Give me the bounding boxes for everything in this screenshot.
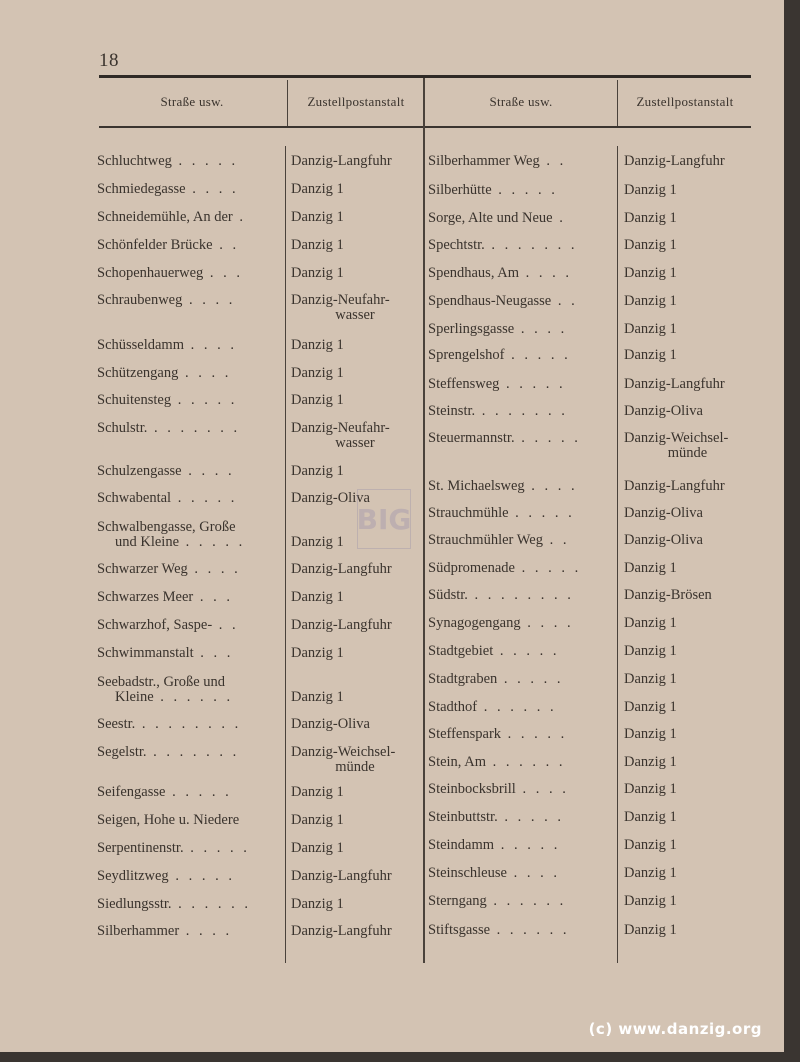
leader-dots: . . . . . bbox=[171, 491, 238, 506]
street-text: Schwabental bbox=[97, 491, 172, 506]
right-street-name bbox=[428, 838, 614, 853]
street-text: Schluchtweg bbox=[97, 154, 172, 169]
left-street-name bbox=[97, 266, 281, 281]
post-office-line: Danzig 1 bbox=[291, 812, 344, 828]
left-post-office bbox=[291, 464, 419, 479]
left-street-name bbox=[97, 745, 281, 760]
post-office-line: Danzig 1 bbox=[291, 365, 344, 381]
post-office-line: Danzig 1 bbox=[291, 237, 344, 253]
leader-dots: . . . . . bbox=[494, 838, 561, 853]
street-text: Schulstr. bbox=[97, 421, 148, 436]
post-office-line: Danzig-Oliva bbox=[291, 716, 370, 732]
left-post-office bbox=[291, 897, 419, 912]
street-text: Sperlingsgasse bbox=[428, 322, 515, 337]
post-office-line: Danzig 1 bbox=[624, 809, 677, 825]
leader-dots: . . . . . bbox=[499, 377, 566, 392]
leader-dots: . . . . bbox=[506, 866, 560, 881]
street-text: Seydlitzweg bbox=[97, 869, 169, 884]
right-post-office bbox=[624, 533, 751, 548]
right-post-office bbox=[624, 923, 751, 938]
right-post-office bbox=[624, 322, 751, 337]
library-stamp: BIG bbox=[357, 489, 411, 549]
right-post-office bbox=[624, 838, 751, 853]
post-office-line: Danzig-Oliva bbox=[624, 505, 703, 521]
street-text: Stadthof bbox=[428, 700, 478, 715]
left-post-office bbox=[291, 646, 419, 661]
leader-dots: . . bbox=[542, 533, 570, 548]
leader-dots: . . bbox=[212, 618, 239, 633]
watermark: (c) www.danzig.org bbox=[588, 1020, 762, 1038]
street-line: Seebadstr., Große und bbox=[97, 675, 226, 690]
street-text: Spendhaus-Neugasse bbox=[428, 294, 552, 309]
post-office-line: Danzig-Langfuhr bbox=[624, 478, 725, 494]
right-street-name bbox=[428, 810, 614, 825]
leader-dots: . . . . . bbox=[168, 869, 235, 884]
leader-dots: . . . . . . bbox=[490, 923, 570, 938]
leader-dots: . . . . . bbox=[491, 183, 558, 198]
left-post-office bbox=[291, 210, 419, 225]
leader-dots: . . . . . bbox=[497, 810, 564, 825]
post-office-line: Danzig-Oliva bbox=[624, 532, 703, 548]
leader-dots: . . . . . . bbox=[171, 897, 252, 912]
right-post-office bbox=[624, 866, 751, 881]
left-street-name bbox=[97, 897, 281, 912]
left-street-name bbox=[97, 464, 281, 479]
right-post-office bbox=[624, 266, 751, 281]
column-divider bbox=[285, 146, 286, 963]
street-text: Steindamm bbox=[428, 838, 495, 853]
left-post-office bbox=[291, 590, 419, 605]
right-street-name bbox=[428, 431, 614, 446]
leader-dots: . . . . . . . bbox=[147, 421, 241, 436]
post-office-line: Danzig 1 bbox=[624, 726, 677, 742]
left-street-name bbox=[97, 238, 281, 253]
street-text: Seifengasse bbox=[97, 785, 166, 800]
post-office-line: Danzig 1 bbox=[624, 865, 677, 881]
left-post-office bbox=[291, 813, 419, 828]
post-office-line: münde bbox=[335, 759, 375, 775]
leader-dots: . . . . . bbox=[171, 154, 239, 169]
street-text: Schneidemühle, An der bbox=[97, 210, 233, 225]
post-office-line: Danzig 1 bbox=[624, 265, 677, 281]
post-office-line: Danzig 1 bbox=[291, 645, 344, 661]
leader-dots: . . . . bbox=[184, 338, 237, 353]
street-text: Südstr. bbox=[428, 588, 468, 603]
post-office-line: Danzig 1 bbox=[624, 293, 677, 309]
left-post-office bbox=[291, 338, 419, 353]
right-post-office bbox=[624, 404, 751, 419]
street-text: Sterngang bbox=[428, 894, 487, 909]
post-office-line: Danzig 1 bbox=[291, 181, 344, 197]
street-text: Strauchmühler Weg bbox=[428, 533, 543, 548]
post-office-line: Danzig 1 bbox=[291, 840, 344, 856]
right-street-name bbox=[428, 404, 614, 419]
right-street-name bbox=[428, 894, 614, 909]
leader-dots: . . . . . . bbox=[486, 894, 567, 909]
post-office-line: Danzig 1 bbox=[624, 321, 677, 337]
leader-dots: . . . . bbox=[514, 322, 568, 337]
right-post-office bbox=[624, 377, 751, 392]
right-post-office bbox=[624, 348, 751, 363]
right-street-name bbox=[428, 727, 614, 742]
right-street-name bbox=[428, 211, 614, 226]
street-text: Schüsseldamm bbox=[97, 338, 184, 353]
street-text: Steinschleuse bbox=[428, 866, 507, 881]
right-post-office bbox=[624, 183, 751, 198]
right-street-name bbox=[428, 866, 614, 881]
right-post-office bbox=[624, 644, 751, 659]
left-street-name bbox=[97, 869, 281, 884]
right-post-office bbox=[624, 238, 751, 253]
right-street-name bbox=[428, 322, 614, 337]
right-post-office bbox=[624, 431, 751, 461]
right-street-name bbox=[428, 154, 614, 169]
leader-dots: . . . . . bbox=[514, 431, 581, 446]
leader-dots: . . . . . . . . bbox=[135, 717, 242, 732]
left-post-office bbox=[291, 154, 419, 169]
street-text: Schönfelder Brücke bbox=[97, 238, 213, 253]
leader-dots: . . . . . bbox=[501, 727, 568, 742]
right-post-office bbox=[624, 506, 751, 521]
left-street-name bbox=[97, 393, 281, 408]
column-divider-center bbox=[423, 78, 425, 963]
leader-dots: . . . . bbox=[187, 562, 241, 577]
leader-dots: . . . bbox=[203, 266, 244, 281]
left-street-name bbox=[97, 491, 281, 506]
street-text: Synagogengang bbox=[428, 616, 521, 631]
post-office-line: Danzig 1 bbox=[624, 210, 677, 226]
left-post-office bbox=[291, 293, 419, 323]
street-text: Südpromenade bbox=[428, 561, 515, 576]
left-street-name bbox=[97, 562, 281, 577]
post-office-line: Danzig-Langfuhr bbox=[291, 561, 392, 577]
right-street-name bbox=[428, 672, 614, 687]
right-street-name bbox=[428, 479, 614, 494]
leader-dots: . . . . . bbox=[504, 348, 571, 363]
leader-dots: . bbox=[552, 211, 566, 226]
header-office-left: Zustellpostanstalt bbox=[307, 94, 405, 109]
street-text: Schopenhauerweg bbox=[97, 266, 204, 281]
post-office-line: Danzig 1 bbox=[624, 615, 677, 631]
column-divider bbox=[617, 146, 618, 963]
street-text: Seestr. bbox=[97, 717, 136, 732]
street-text: Serpentinenstr. bbox=[97, 841, 184, 856]
post-office-line: Danzig 1 bbox=[291, 265, 344, 281]
right-street-name bbox=[428, 377, 614, 392]
leader-dots: . . bbox=[551, 294, 578, 309]
right-post-office bbox=[624, 672, 751, 687]
street-text: Sprengelshof bbox=[428, 348, 505, 363]
leader-dots: . . . . . . . bbox=[475, 404, 568, 419]
top-rule bbox=[99, 75, 751, 78]
post-office-line: Danzig 1 bbox=[624, 699, 677, 715]
right-street-name bbox=[428, 238, 614, 253]
left-street-name bbox=[97, 154, 281, 169]
street-line bbox=[97, 690, 281, 705]
leader-dots: . . . . . . bbox=[153, 689, 234, 705]
right-street-name bbox=[428, 348, 614, 363]
street-text: Steffensweg bbox=[428, 377, 500, 392]
leader-dots: . . . bbox=[193, 646, 234, 661]
street-text: Schmiedegasse bbox=[97, 182, 186, 197]
post-office-line: Danzig 1 bbox=[624, 754, 677, 770]
right-street-name bbox=[428, 561, 614, 576]
leader-dots: . . . . bbox=[178, 366, 232, 381]
left-street-name bbox=[97, 618, 281, 633]
post-office-line: Danzig 1 bbox=[291, 689, 344, 705]
leader-dots: . . . . bbox=[185, 182, 239, 197]
post-office-line: Danzig 1 bbox=[624, 237, 677, 253]
post-office-line: Danzig-Langfuhr bbox=[291, 617, 392, 633]
post-office-line: Danzig-Oliva bbox=[291, 490, 370, 506]
left-post-office bbox=[291, 366, 419, 381]
left-street-name bbox=[97, 421, 281, 436]
post-office-line: Danzig 1 bbox=[624, 922, 677, 938]
street-text: Segelstr. bbox=[97, 745, 147, 760]
leader-dots: . . . . bbox=[519, 266, 573, 281]
post-office-line: Danzig-Weichsel- bbox=[291, 744, 396, 760]
post-office-line: Danzig 1 bbox=[291, 589, 344, 605]
left-post-office bbox=[291, 393, 419, 408]
post-office-line: Danzig-Langfuhr bbox=[291, 923, 392, 939]
left-post-office bbox=[291, 238, 419, 253]
right-post-office bbox=[624, 154, 751, 169]
street-line: Schwalbengasse, Große bbox=[97, 520, 236, 535]
street-text: Schuitensteg bbox=[97, 393, 172, 408]
street-text: Stadtgebiet bbox=[428, 644, 494, 659]
street-text: St. Michaelsweg bbox=[428, 479, 525, 494]
header-office-right: Zustellpostanstalt bbox=[636, 94, 734, 109]
leader-dots: . . . . . . . bbox=[146, 745, 240, 760]
street-text: Spendhaus, Am bbox=[428, 266, 520, 281]
street-line bbox=[97, 535, 281, 550]
post-office-line: münde bbox=[667, 445, 708, 461]
street-text: Stein, Am bbox=[428, 755, 487, 770]
post-office-line: wasser bbox=[335, 435, 375, 451]
header-rule bbox=[99, 126, 751, 128]
left-street-name bbox=[97, 813, 281, 828]
post-office-line: Danzig 1 bbox=[291, 392, 344, 408]
leader-dots: . . . . bbox=[515, 782, 569, 797]
post-office-line: Danzig 1 bbox=[291, 896, 344, 912]
left-street-name bbox=[97, 841, 281, 856]
right-post-office bbox=[624, 810, 751, 825]
leader-dots: . . . . . bbox=[171, 393, 238, 408]
post-office-line: Danzig-Weichsel- bbox=[624, 430, 729, 446]
street-text: Steinstr. bbox=[428, 404, 476, 419]
right-street-name bbox=[428, 533, 614, 548]
street-text: Spechtstr. bbox=[428, 238, 485, 253]
street-continuation: und Kleine bbox=[115, 534, 180, 550]
header-street-left: Straße usw. bbox=[160, 94, 224, 109]
left-street-name bbox=[97, 293, 281, 308]
street-continuation: Kleine bbox=[115, 689, 154, 705]
post-office-line: Danzig-Neufahr- bbox=[291, 292, 390, 308]
right-street-name bbox=[428, 755, 614, 770]
left-street-name bbox=[97, 366, 281, 381]
left-street-name bbox=[97, 675, 281, 705]
right-street-name bbox=[428, 183, 614, 198]
street-text: Steuermannstr. bbox=[428, 431, 515, 446]
street-text: Schwarzes Meer bbox=[97, 590, 194, 605]
post-office-line: Danzig 1 bbox=[624, 347, 677, 363]
left-street-name bbox=[97, 717, 281, 732]
right-street-name bbox=[428, 294, 614, 309]
post-office-line: Danzig 1 bbox=[624, 560, 677, 576]
post-office-line: Danzig-Langfuhr bbox=[291, 868, 392, 884]
header-street-right: Straße usw. bbox=[489, 94, 553, 109]
left-street-name bbox=[97, 182, 281, 197]
street-text: Schwarzhof, Saspe- bbox=[97, 618, 213, 633]
right-post-office bbox=[624, 588, 751, 603]
left-post-office bbox=[291, 785, 419, 800]
street-text: Siedlungsstr. bbox=[97, 897, 172, 912]
leader-dots: . . . . . . . . bbox=[467, 588, 574, 603]
post-office-line: Danzig 1 bbox=[624, 182, 677, 198]
page-number: 18 bbox=[99, 50, 119, 71]
street-text: Steffenspark bbox=[428, 727, 502, 742]
right-street-name bbox=[428, 644, 614, 659]
right-street-name bbox=[428, 923, 614, 938]
right-street-name bbox=[428, 700, 614, 715]
street-text: Schulzengasse bbox=[97, 464, 182, 479]
left-post-office bbox=[291, 841, 419, 856]
left-street-name bbox=[97, 785, 281, 800]
right-post-office bbox=[624, 616, 751, 631]
post-office-line: Danzig-Oliva bbox=[624, 403, 703, 419]
street-text: Silberhammer bbox=[97, 924, 180, 939]
leader-dots: . . . . . bbox=[183, 841, 250, 856]
street-text: Stadtgraben bbox=[428, 672, 498, 687]
leader-dots: . . . . . bbox=[493, 644, 560, 659]
left-street-name bbox=[97, 646, 281, 661]
right-street-name bbox=[428, 616, 614, 631]
street-text: Schützengang bbox=[97, 366, 179, 381]
street-text: Schwarzer Weg bbox=[97, 562, 188, 577]
leader-dots: . . . . . bbox=[179, 534, 246, 550]
left-post-office bbox=[291, 618, 419, 633]
post-office-line: Danzig-Brösen bbox=[624, 587, 712, 603]
leader-dots: . . bbox=[212, 238, 240, 253]
leader-dots: . . . . . bbox=[514, 561, 582, 576]
right-post-office bbox=[624, 700, 751, 715]
post-office-line: Danzig-Langfuhr bbox=[624, 153, 725, 169]
post-office-line: Danzig 1 bbox=[291, 463, 344, 479]
right-post-office bbox=[624, 894, 751, 909]
post-office-line: Danzig 1 bbox=[291, 784, 344, 800]
column-divider bbox=[287, 80, 288, 126]
left-street-name bbox=[97, 338, 281, 353]
post-office-line: Danzig 1 bbox=[291, 337, 344, 353]
leader-dots: . . . bbox=[193, 590, 233, 605]
leader-dots: . . . . bbox=[181, 464, 235, 479]
street-text: Silberhammer Weg bbox=[428, 154, 540, 169]
leader-dots: . . . . . bbox=[497, 672, 564, 687]
leader-dots: . bbox=[232, 210, 246, 225]
post-office-line: Danzig 1 bbox=[624, 837, 677, 853]
left-post-office bbox=[291, 182, 419, 197]
right-post-office bbox=[624, 782, 751, 797]
column-divider bbox=[617, 80, 618, 126]
post-office-line: Danzig-Langfuhr bbox=[624, 376, 725, 392]
right-post-office bbox=[624, 479, 751, 494]
left-street-name bbox=[97, 210, 281, 225]
leader-dots: . . bbox=[539, 154, 567, 169]
street-text: Schraubenweg bbox=[97, 293, 183, 308]
street-text: Steinbuttstr. bbox=[428, 810, 498, 825]
leader-dots: . . . . bbox=[179, 924, 233, 939]
left-street-name bbox=[97, 924, 281, 939]
post-office-line: Danzig-Langfuhr bbox=[291, 153, 392, 169]
left-post-office bbox=[291, 690, 419, 705]
leader-dots: . . . . . . . bbox=[484, 238, 578, 253]
leader-dots: . . . . . bbox=[165, 785, 232, 800]
post-office-line: Danzig 1 bbox=[624, 671, 677, 687]
left-post-office bbox=[291, 562, 419, 577]
post-office-line: wasser bbox=[335, 307, 375, 323]
street-text: Seigen, Hohe u. Niedere bbox=[97, 813, 240, 828]
street-text: Stiftsgasse bbox=[428, 923, 491, 938]
right-post-office bbox=[624, 755, 751, 770]
left-post-office bbox=[291, 745, 419, 775]
right-street-name bbox=[428, 782, 614, 797]
left-post-office bbox=[291, 924, 419, 939]
right-post-office bbox=[624, 561, 751, 576]
post-office-line: Danzig 1 bbox=[291, 209, 344, 225]
post-office-line: Danzig 1 bbox=[291, 534, 344, 550]
post-office-line: Danzig-Neufahr- bbox=[291, 420, 390, 436]
street-text: Sorge, Alte und Neue bbox=[428, 211, 553, 226]
street-text: Silberhütte bbox=[428, 183, 492, 198]
leader-dots: . . . . bbox=[182, 293, 236, 308]
left-post-office bbox=[291, 717, 419, 732]
leader-dots: . . . . . . bbox=[477, 700, 557, 715]
right-post-office bbox=[624, 211, 751, 226]
left-post-office bbox=[291, 869, 419, 884]
right-street-name bbox=[428, 588, 614, 603]
leader-dots: . . . . . . bbox=[486, 755, 566, 770]
post-office-line: Danzig 1 bbox=[624, 893, 677, 909]
right-post-office bbox=[624, 294, 751, 309]
post-office-line: Danzig 1 bbox=[624, 643, 677, 659]
leader-dots: . . . . bbox=[524, 479, 578, 494]
left-street-name bbox=[97, 590, 281, 605]
street-text: Schwimmanstalt bbox=[97, 646, 194, 661]
right-street-name bbox=[428, 266, 614, 281]
leader-dots: . . . . . bbox=[508, 506, 575, 521]
street-text: Strauchmühle bbox=[428, 506, 509, 521]
right-street-name bbox=[428, 506, 614, 521]
street-text: Steinbocksbrill bbox=[428, 782, 516, 797]
right-post-office bbox=[624, 727, 751, 742]
left-street-name bbox=[97, 520, 281, 550]
leader-dots: . . . . bbox=[520, 616, 574, 631]
left-post-office bbox=[291, 266, 419, 281]
left-post-office bbox=[291, 421, 419, 451]
post-office-line: Danzig 1 bbox=[624, 781, 677, 797]
